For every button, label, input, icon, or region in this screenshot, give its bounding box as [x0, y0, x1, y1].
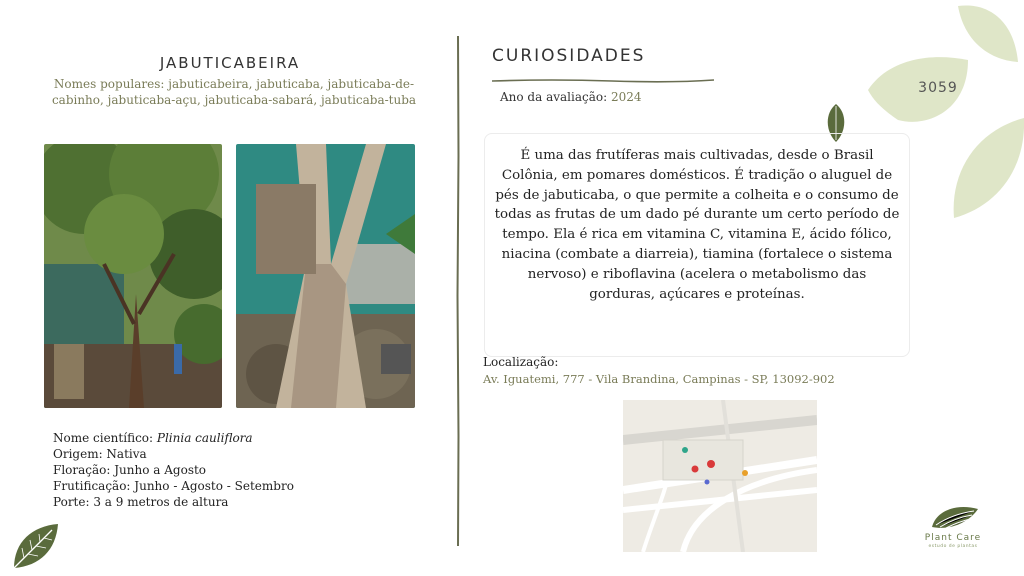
vertical-divider: [456, 36, 458, 546]
location-label: Localização:: [483, 355, 559, 369]
scientific-name: Plinia cauliflora: [156, 431, 253, 445]
brand-name: Plant Care: [924, 533, 982, 543]
scientific-name-row: Nome científico: Plinia cauliflora: [53, 431, 253, 445]
brand-tagline: estudo de plantas: [928, 544, 978, 549]
trunk-photo: [236, 144, 415, 408]
curiosities-title: CURIOSIDADES: [492, 46, 646, 66]
location-address: Av. Iguatemi, 777 - Vila Brandina, Campinas - SP, 13092-902: [483, 372, 835, 386]
popular-names: Nomes populares: jabuticabeira, jabuticaba, jabuticaba-de-cabinho, jabuticaba-açu, jabuticaba-sabará, jabuticaba-tuba: [51, 77, 417, 107]
plant-facts: [53, 430, 294, 510]
size: Porte: 3 a 9 metros de altura: [53, 495, 229, 509]
evaluation-year: Ano da avaliação: 2024: [500, 90, 642, 104]
flowering: Floração: Junho a Agosto: [53, 463, 207, 477]
year-value: 2024: [610, 90, 642, 104]
location-map[interactable]: [623, 400, 817, 552]
tree-photo: [44, 144, 222, 408]
curiosities-text: É uma das frutíferas mais cultivadas, desde o Brasil Colônia, em pomares domésticos. É tradição o aluguel de pés de jabuticaba, o que permite a colheita e o consumo de todas as frutas de um dado pé durante um certo período de tempo. Ela é rica em vitamina C, vitamina E, ácido fólico, niacina (combate a diarreia), tiamina (fortalece o sistema nervoso) e riboflavina (acelera o metabolismo das gorduras, açúcares e proteínas.: [494, 148, 900, 302]
brand-logo-icon: [930, 503, 980, 535]
decorative-leaves: [868, 0, 1024, 226]
plant-name: JABUTICABEIRA: [159, 54, 301, 72]
title-underline: [492, 69, 714, 88]
origin: Origem: Nativa: [53, 447, 147, 461]
plant-code: 3059: [918, 80, 958, 96]
fruiting: Frutificação: Junho - Agosto - Setembro: [53, 479, 294, 493]
leaf-icon: [12, 522, 60, 574]
